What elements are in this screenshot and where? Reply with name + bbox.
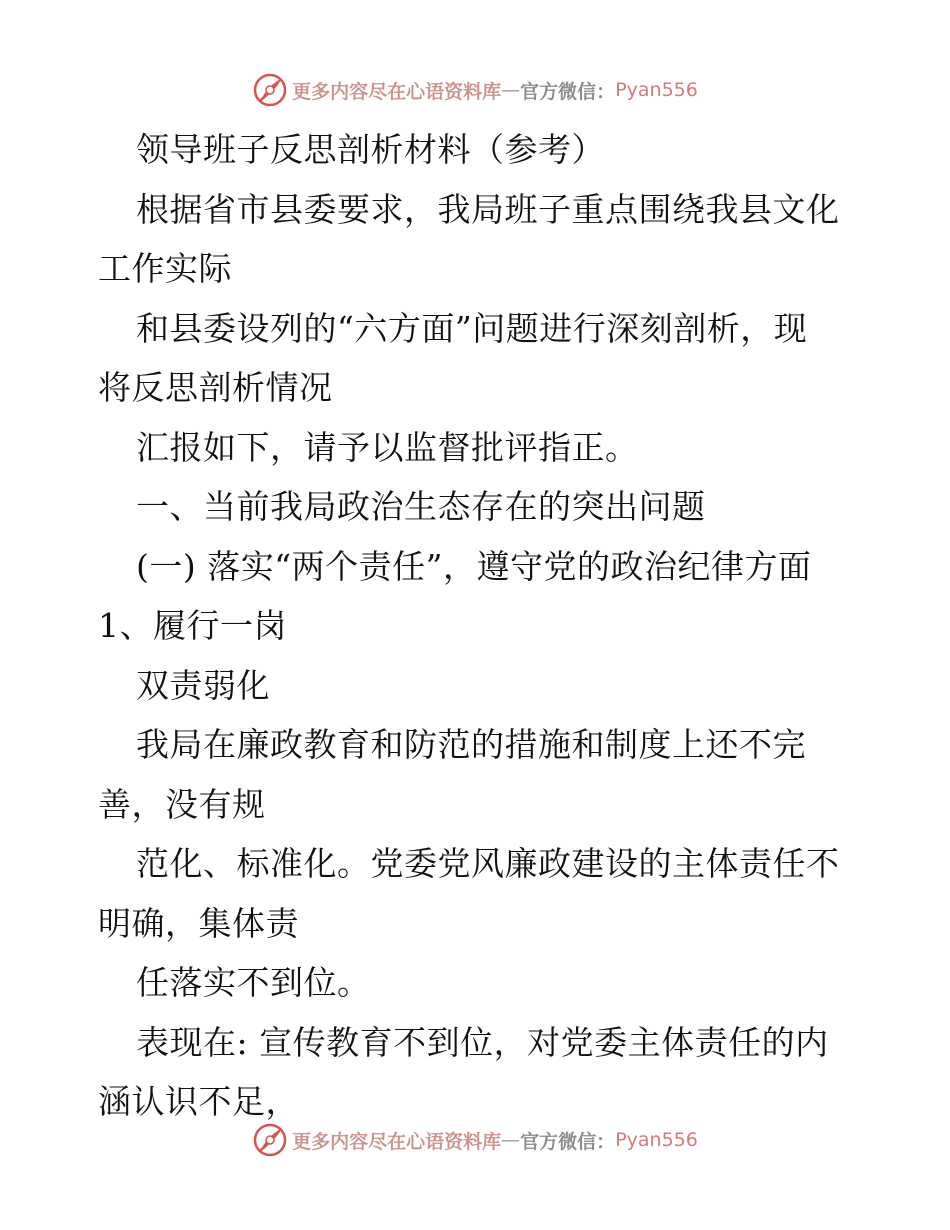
paragraph-line: 善，没有规 [98,784,266,824]
subsection-heading: (一) 落实“两个责任”，遵守党的政治纪律方面 [136,546,812,586]
quill-pen-logo-icon [252,1122,288,1158]
header-watermark [0,70,950,110]
paragraph-line: 表现在: 宣传教育不到位，对党委主体责任的内 [136,1022,829,1062]
paragraph-line: 涵认识不足， [98,1082,299,1121]
watermark-dash: — [501,79,521,101]
quill-pen-logo-icon [252,72,288,108]
watermark-wechat-id: Pyan556 [615,79,698,101]
paragraph-line: 任落实不到位。 [136,963,371,1002]
watermark-official-label: 官方微信： [520,80,616,103]
paragraph-line: 我局在廉政教育和防范的措施和制度上还不完 [136,725,806,764]
paragraph-line: 范化、标准化。党委党风廉政建设的主体责任不 [136,844,840,883]
paragraph-line: 汇报如下，请予以监督批评指正。 [136,427,639,467]
footer-watermark [0,1120,950,1160]
document-body [98,120,858,1132]
watermark-official-label: 官方微信： [520,1130,616,1153]
paragraph-line: 双责弱化 [136,665,270,705]
paragraph-line: 工作实际 [98,249,232,288]
document-title: 领导班子反思剖析材料（参考） [136,130,605,169]
paragraph-line: 和县委设列的“六方面”问题进行深刻剖析，现 [136,308,808,348]
paragraph-line: 根据省市县委要求，我局班子重点围绕我县文化 [136,189,840,229]
item-heading: 1、履行一岗 [98,606,287,645]
watermark-dash: — [501,1129,521,1151]
watermark-main-text: 更多内容尽在心语资料库 [292,80,502,103]
watermark-main-text: 更多内容尽在心语资料库 [292,1130,502,1153]
paragraph-line: 将反思剖析情况 [98,368,333,407]
section-heading: 一、当前我局政治生态存在的突出问题 [136,487,706,526]
watermark-wechat-id: Pyan556 [615,1129,698,1151]
paragraph-line: 明确，集体责 [98,903,299,943]
